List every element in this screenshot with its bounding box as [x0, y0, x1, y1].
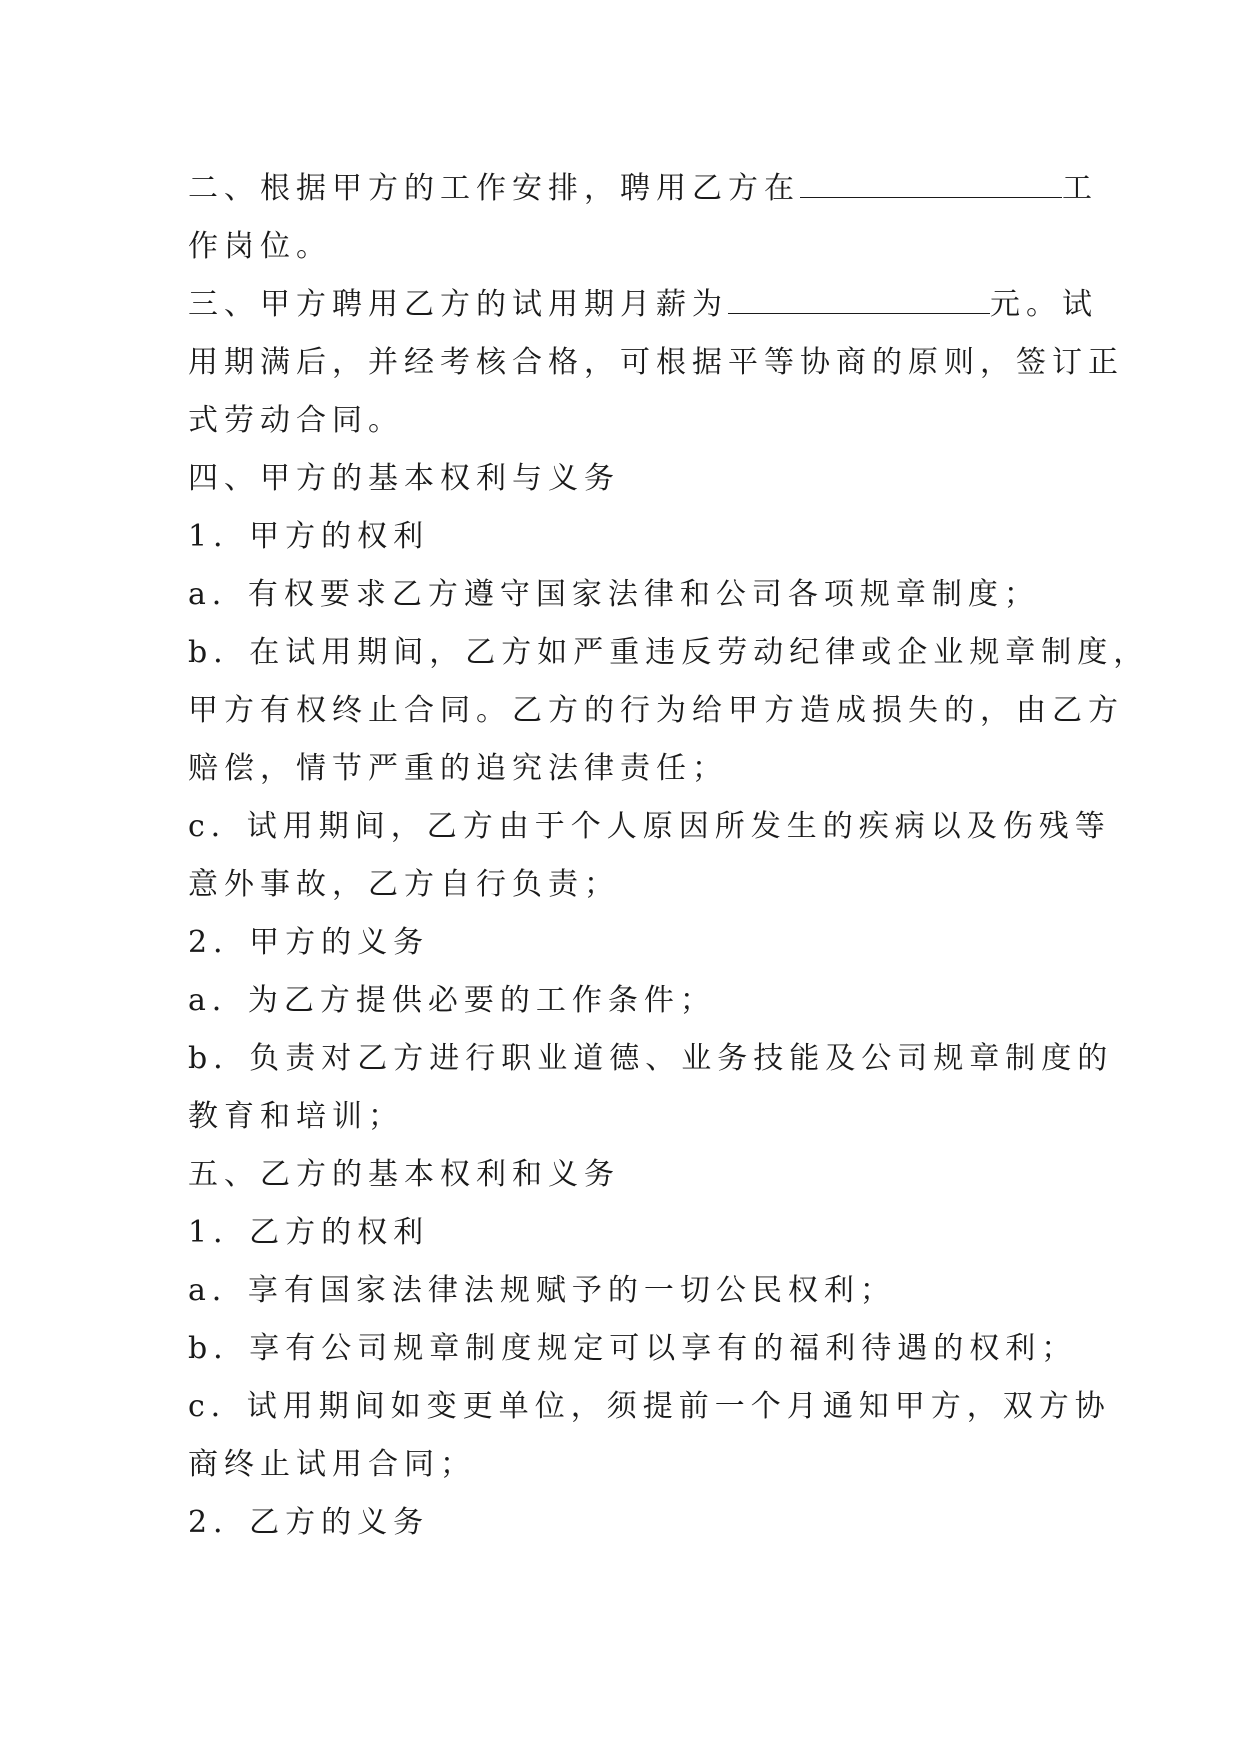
subsection-5-1-heading: 1．乙方的权利 [188, 1215, 430, 1250]
clause-3-line-1 [188, 276, 1098, 334]
clause-3-text: 三、甲方聘用乙方的试用期月薪为 [188, 287, 728, 322]
subsection-4-2-heading: 2．甲方的义务 [188, 925, 430, 960]
subsection-5-2-heading: 2．乙方的义务 [188, 1505, 430, 1540]
salary-blank-field[interactable] [728, 289, 990, 314]
item-4-1-b-line-1: b．在试用期间，乙方如严重违反劳动纪律或企业规章制度， [188, 635, 1150, 670]
clause-2-text-end: 工 [1062, 171, 1098, 206]
item-4-1-b-line-2: 甲方有权终止合同。乙方的行为给甲方造成损失的，由乙方 [188, 693, 1124, 728]
item-5-1-b: b．享有公司规章制度规定可以享有的福利待遇的权利； [188, 1331, 1078, 1366]
position-blank-field[interactable] [800, 173, 1062, 198]
item-4-2-b-line-1: b．负责对乙方进行职业道德、业务技能及公司规章制度的 [188, 1041, 1114, 1076]
item-4-2-a: a．为乙方提供必要的工作条件； [188, 983, 716, 1018]
item-5-1-c-line-2: 商终止试用合同； [188, 1447, 476, 1482]
clause-2-text: 二、根据甲方的工作安排，聘用乙方在 [188, 171, 800, 206]
item-4-1-a: a．有权要求乙方遵守国家法律和公司各项规章制度； [188, 577, 1040, 612]
item-4-2-b-line-2: 教育和培训； [188, 1099, 404, 1134]
item-4-1-b-line-3: 赔偿，情节严重的追究法律责任； [188, 751, 728, 786]
item-4-1-c-line-2: 意外事故，乙方自行负责； [188, 867, 620, 902]
subsection-4-1-heading: 1．甲方的权利 [188, 519, 430, 554]
section-5-heading: 五、乙方的基本权利和义务 [188, 1157, 620, 1192]
clause-2-line-2: 作岗位。 [188, 229, 332, 264]
document-body [188, 160, 1150, 1552]
item-5-1-a: a．享有国家法律法规赋予的一切公民权利； [188, 1273, 896, 1308]
clause-3-line-2: 用期满后，并经考核合格，可根据平等协商的原则，签订正 [188, 345, 1124, 380]
clause-3-text-end: 元。试 [990, 287, 1098, 322]
clause-2-line-1 [188, 160, 1098, 218]
clause-3-line-3: 式劳动合同。 [188, 403, 404, 438]
item-4-1-c-line-1: c．试用期间，乙方由于个人原因所发生的疾病以及伤残等 [188, 809, 1111, 844]
section-4-heading: 四、甲方的基本权利与义务 [188, 461, 620, 496]
item-5-1-c-line-1: c．试用期间如变更单位，须提前一个月通知甲方，双方协 [188, 1389, 1111, 1424]
